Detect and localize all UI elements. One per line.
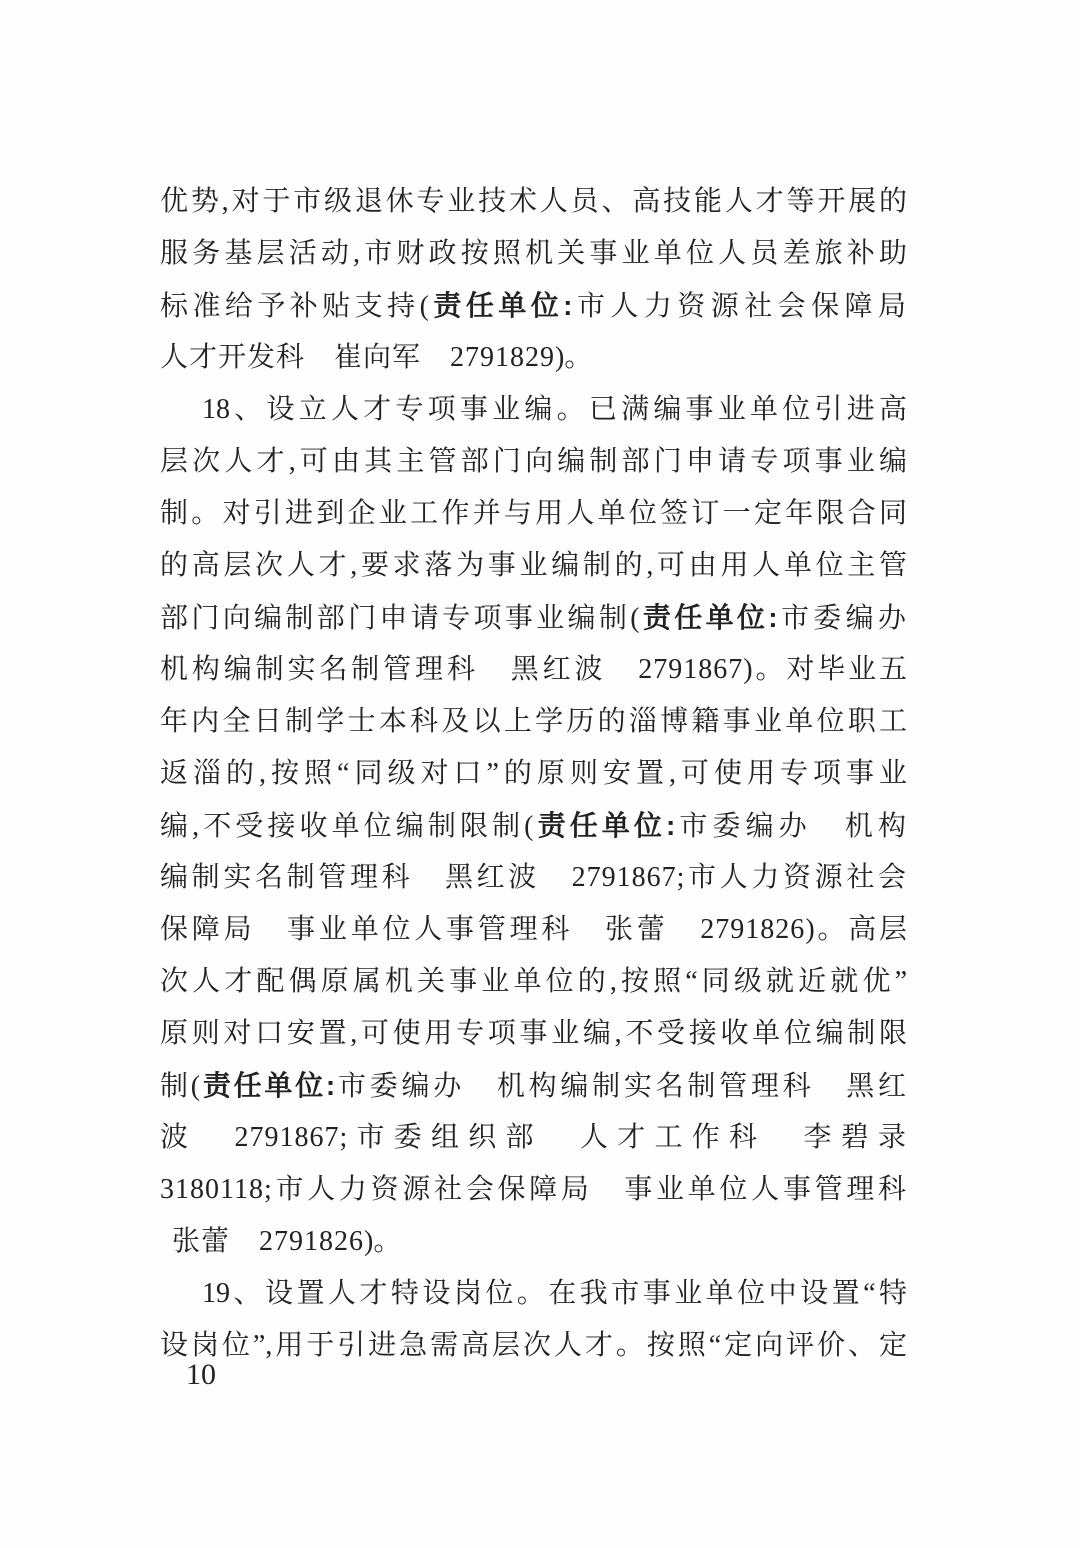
text-line [160,332,907,384]
document-body [160,176,907,1372]
unit-contact-text: 市人力资源社会保障局 [572,291,907,322]
text-line [160,1320,907,1372]
unit-contact-text: 3180118;市人力资源社会保障局 事业单位人事管理科 [160,1174,907,1205]
body-text: 次人才配偶原属机关事业单位的,按照“同级就近就优” [160,966,907,997]
text-line [160,1268,907,1320]
responsible-unit-label: 责任单位: [533,810,676,841]
body-text: )。高层 [805,914,907,945]
body-text: 返淄的,按照“同级对口”的原则安置,可使用专项事业 [160,758,907,789]
body-text: 优势,对于市级退休专业技术人员、高技能人才等开展的 [160,186,907,217]
text-line [160,228,907,280]
text-line [160,956,907,1008]
body-text: 制。对引进到企业工作并与用人单位签订一定年限合同 [160,498,907,529]
text-line [160,644,907,696]
text-line [160,540,907,592]
responsible-unit-label: 责任单位: [639,602,778,633]
body-text: 编,不受接收单位编制限制( [160,811,534,842]
body-text: 服务基层活动,市财政按照机关事业单位人员差旅补助 [160,238,907,269]
text-line [160,436,907,488]
body-text: )。 [555,342,593,373]
body-text: 的高层次人才,要求落为事业编制的,可由用人单位主管 [160,550,907,581]
body-text: 设岗位”,用于引进急需高层次人才。按照“定向评价、定 [160,1330,907,1361]
text-line [160,384,907,436]
page-number: 10 [186,1358,216,1391]
text-line [160,592,907,644]
responsible-unit-label: 责任单位: [200,1070,336,1101]
text-line [160,1164,907,1216]
unit-contact-text: 市委编办 [777,603,907,634]
text-line [160,1112,907,1164]
text-line [160,280,907,332]
text-line [160,1008,907,1060]
unit-contact-text: 机构编制实名制管理科 黑红波 2791867 [160,654,744,685]
responsible-unit-label: 责任单位: [428,290,573,321]
text-line [160,852,907,904]
body-text: )。对毕业五 [743,654,907,685]
unit-contact-text: 张蕾 2791826 [172,1226,365,1257]
body-text: )。 [364,1226,402,1257]
body-text: 原则对口安置,可使用专项事业编,不受接收单位编制限 [160,1018,907,1049]
text-line [160,488,907,540]
text-line [160,800,907,852]
text-line [160,696,907,748]
unit-contact-text: 波 2791867;市委组织部 人才工作科 李碧录 [160,1122,907,1153]
text-line [160,176,907,228]
unit-contact-text: 保障局 事业单位人事管理科 张蕾 2791826 [160,914,806,945]
text-line [160,748,907,800]
unit-contact-text: 市委编办 机构编制实名制管理科 黑红 [335,1071,907,1102]
body-text: 层次人才,可由其主管部门向编制部门申请专项事业编 [160,446,907,477]
body-text: 年内全日制学士本科及以上学历的淄博籍事业单位职工 [160,706,907,737]
body-text: 19、设置人才特设岗位。在我市事业单位中设置“特 [202,1278,907,1309]
body-text: 部门向编制部门申请专项事业编制( [160,603,640,634]
body-text: 制( [160,1071,201,1102]
text-line [160,1216,907,1268]
unit-contact-text: 市委编办 机构 [675,811,907,842]
body-text: 标准给予补贴支持( [160,291,429,322]
body-text: 18、设立人才专项事业编。已满编事业单位引进高 [202,394,907,425]
text-line [160,904,907,956]
text-line [160,1060,907,1112]
unit-contact-text: 编制实名制管理科 黑红波 2791867;市人力资源社会 [160,862,907,893]
unit-contact-text: 人才开发科 崔向军 2791829 [160,342,556,373]
